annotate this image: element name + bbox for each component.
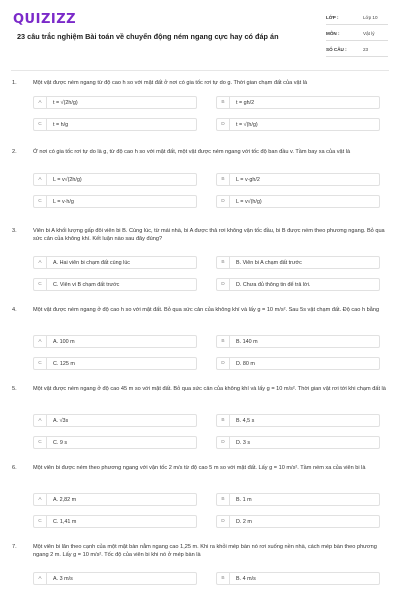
question-number: 7.	[12, 544, 17, 550]
option-text: D. Chưa đủ thông tin để trả lời.	[236, 282, 311, 288]
option-a[interactable]	[33, 256, 197, 269]
option-letter: A	[34, 97, 47, 109]
option-b[interactable]	[216, 173, 380, 186]
option-b[interactable]	[216, 256, 380, 269]
option-a[interactable]	[33, 493, 197, 506]
option-text: D. 2 m	[236, 519, 252, 525]
option-text: A. 3 m/s	[53, 576, 73, 582]
option-text: C. 125 m	[53, 361, 75, 367]
option-letter: A	[34, 494, 47, 506]
option-letter: A	[34, 415, 47, 427]
option-text: L = v·h/g	[53, 199, 74, 205]
option-c[interactable]	[33, 278, 197, 291]
option-text: t = gh/2	[236, 100, 255, 106]
question-text: Viên bi A khối lượng gấp đôi viên bi B. Cùng lúc, từ mái nhà, bi A được thả rơi không vận tốc đầu, bi B được ném theo phương ngang. Bỏ qua sức cản của không khí. Kết luận nào sau đây đúng?	[33, 228, 385, 242]
meta-value: Vật lý	[363, 31, 375, 36]
option-text: C. 9 s	[53, 440, 68, 446]
meta-key: MÔN :	[326, 31, 340, 36]
option-c[interactable]	[33, 515, 197, 528]
option-d[interactable]	[216, 436, 380, 449]
header-divider	[11, 70, 389, 71]
option-letter: D	[217, 279, 230, 291]
question-text: Một vật được ném ngang từ độ cao h so với mặt đất ở nơi có gia tốc rơi tự do g. Thời gian chạm đất của vật là	[33, 80, 308, 86]
option-letter: D	[217, 437, 230, 449]
question-number: 1.	[12, 80, 17, 86]
option-text: B. 1 m	[236, 497, 252, 503]
option-text: A. √3s	[53, 418, 69, 424]
option-text: B. 140 m	[236, 339, 258, 345]
option-letter: D	[217, 119, 230, 131]
option-b[interactable]	[216, 335, 380, 348]
question-number: 4.	[12, 307, 17, 313]
option-text: L = v√(h/g)	[236, 199, 262, 205]
option-letter: B	[217, 257, 230, 269]
option-a[interactable]	[33, 414, 197, 427]
option-d[interactable]	[216, 118, 380, 131]
option-b[interactable]	[216, 493, 380, 506]
option-a[interactable]	[33, 572, 197, 585]
meta-row-subject	[326, 28, 388, 41]
option-letter: C	[34, 516, 47, 528]
option-text: L = v√(2h/g)	[53, 177, 82, 183]
option-letter: C	[34, 119, 47, 131]
option-a[interactable]	[33, 96, 197, 109]
option-letter: A	[34, 573, 47, 585]
option-text: A. Hai viên bi chạm đất cùng lúc	[53, 260, 131, 266]
question-text: Một vật được ném ngang ở độ cao h so với mặt đất. Bỏ qua sức cản của không khí và lấy g = 10 m/s². Sau 5s vật chạm đất. Độ cao h bằng	[33, 307, 380, 313]
option-letter: C	[34, 279, 47, 291]
question-number: 2.	[12, 149, 17, 155]
option-text: D. 3 s	[236, 440, 251, 446]
question-text: Một vật được ném ngang ở độ cao 45 m so với mặt đất. Bỏ qua sức cản của không khí và lấy g = 10 m/s². Thời gian vật rơi tới khi chạm đất là	[33, 386, 386, 392]
option-c[interactable]	[33, 118, 197, 131]
option-c[interactable]	[33, 436, 197, 449]
document-title: 23 câu trắc nghiệm Bài toán về chuyển động ném ngang cực hay có đáp án	[17, 32, 279, 41]
option-b[interactable]	[216, 96, 380, 109]
option-letter: D	[217, 196, 230, 208]
option-letter: A	[34, 174, 47, 186]
option-text: t = h/g	[53, 122, 69, 128]
meta-value: Lớp 10	[363, 15, 378, 20]
meta-value: 23	[363, 47, 369, 52]
option-letter: C	[34, 358, 47, 370]
option-letter: B	[217, 573, 230, 585]
option-text: A. 100 m	[53, 339, 75, 345]
option-letter: B	[217, 336, 230, 348]
option-letter: C	[34, 437, 47, 449]
question-number: 5.	[12, 386, 17, 392]
meta-row-count	[326, 44, 388, 57]
option-letter: B	[217, 174, 230, 186]
option-d[interactable]	[216, 195, 380, 208]
document-header	[0, 0, 400, 70]
option-text: t = √(h/g)	[236, 122, 258, 128]
meta-info	[326, 12, 388, 58]
meta-key: LỚP :	[326, 15, 339, 20]
option-letter: A	[34, 257, 47, 269]
option-text: D. 80 m	[236, 361, 255, 367]
option-text: A. 2,82 m	[53, 497, 77, 503]
option-c[interactable]	[33, 357, 197, 370]
option-text: C. Viên vi B chạm đất trước	[53, 282, 120, 288]
option-text: B. 4,5 s	[236, 418, 255, 424]
option-letter: D	[217, 516, 230, 528]
option-d[interactable]	[216, 278, 380, 291]
option-b[interactable]	[216, 572, 380, 585]
meta-row-grade	[326, 12, 388, 25]
option-text: L = v·gh/2	[236, 177, 260, 183]
option-c[interactable]	[33, 195, 197, 208]
option-d[interactable]	[216, 515, 380, 528]
option-letter: B	[217, 494, 230, 506]
option-text: B. Viên bi A chạm đất trước	[236, 260, 302, 266]
option-letter: A	[34, 336, 47, 348]
option-a[interactable]	[33, 335, 197, 348]
option-text: B. 4 m/s	[236, 576, 256, 582]
option-letter: C	[34, 196, 47, 208]
option-letter: D	[217, 358, 230, 370]
question-text: Một viên bi lăn theo cạnh của một mặt bàn nằm ngang cao 1,25 m. Khi ra khỏi mép bàn nó rơi xuống nền nhà, cách mép bàn theo phương ngang 2 m. Lấy g = 10 m/s². Tốc độ của viên bi khi nó ở mép bàn là	[33, 544, 377, 558]
option-text: t = √(2h/g)	[53, 100, 78, 106]
option-letter: B	[217, 415, 230, 427]
option-d[interactable]	[216, 357, 380, 370]
question-text: Ở nơi có gia tốc rơi tự do là g, từ độ cao h so với mặt đất, một vật được ném ngang với tốc độ ban đầu v. Tầm bay xa của vật là	[33, 149, 351, 155]
option-a[interactable]	[33, 173, 197, 186]
question-number: 6.	[12, 465, 17, 471]
meta-key: SỐ CÂU :	[326, 47, 347, 52]
question-number: 3.	[12, 228, 17, 234]
question-text: Một viên bi được ném theo phương ngang với vận tốc 2 m/s từ độ cao 5 m so với mặt đất. Lấy g = 10 m/s². Tầm ném xa của viên bi là	[33, 465, 366, 471]
option-b[interactable]	[216, 414, 380, 427]
option-letter: B	[217, 97, 230, 109]
option-text: C. 1,41 m	[53, 519, 77, 525]
quizizz-logo: QUIZIZZ	[13, 12, 77, 27]
